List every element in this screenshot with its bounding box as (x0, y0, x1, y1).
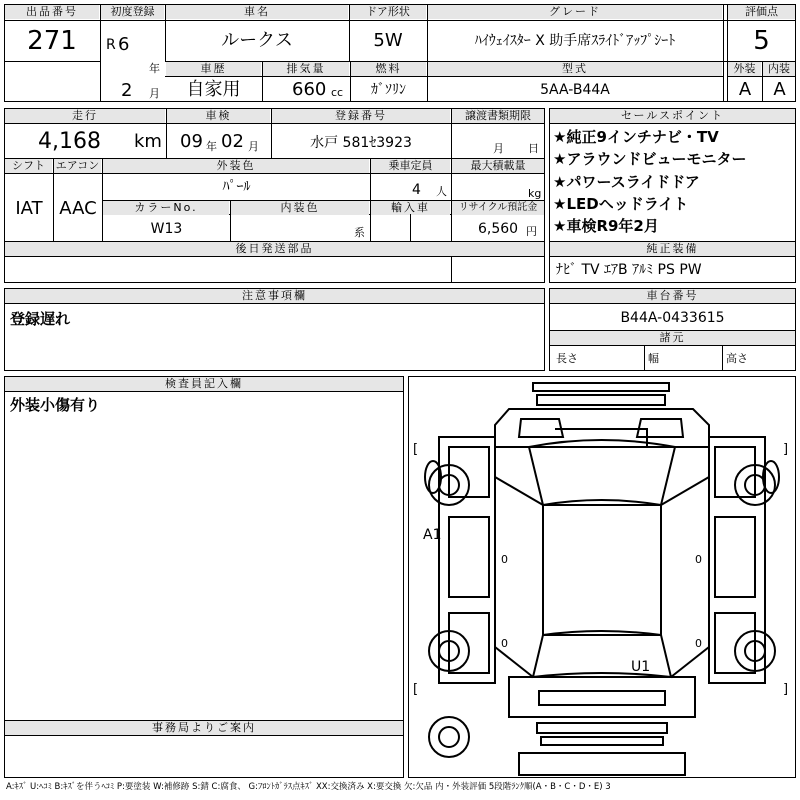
model-label: 型式 (428, 62, 722, 76)
dims-height: 高さ (726, 352, 748, 365)
equipment-label: 純正装備 (550, 242, 795, 256)
history-label: 車歴 (166, 62, 261, 76)
office-label: 事務局よりご案内 (5, 721, 403, 735)
legend-text: A:ｷｽﾞ U:ﾍｺﾐ B:ｷｽﾞを伴うﾍｺﾐ P:要塗装 W:補修跡 S:錆 C:腐食、 G:ﾌﾛﾝﾄｶﾞﾗｽ点ｷｽﾞ XX:交換済み X:要交換 欠:欠品 内・外装評価 5段階ﾗﾝｸ順(A・B・C・D・E) 3 (6, 782, 611, 792)
first-reg-month-unit: 月 (149, 87, 160, 100)
ext-color-label: 外装色 (103, 159, 369, 173)
inspection-year-unit: 年 (206, 140, 217, 153)
displacement-label: 排気量 (263, 62, 349, 76)
recycle-label: リサイクル預託金 (452, 201, 544, 215)
first-reg-year: 6 (118, 34, 130, 55)
notes-value: 登録遅れ (10, 310, 71, 328)
sales-point-2: ★アラウンドビューモニター (553, 150, 747, 168)
shift-label: シフト (5, 159, 52, 173)
mileage-unit: km (134, 131, 162, 152)
first-reg-year-unit: 年 (149, 62, 160, 75)
mileage-label: 走行 (5, 109, 165, 123)
max-load-label: 最大積載量 (452, 159, 544, 173)
capacity-value: 4 (412, 182, 421, 198)
bracket-left-2: [ (413, 682, 419, 697)
door-value: 5W (373, 30, 403, 51)
first-reg-month: 2 (121, 80, 133, 101)
int-color-unit: 系 (354, 226, 365, 239)
sales-point-1: ★純正9インチナビ・TV (553, 128, 719, 146)
recycle-value: 6,560 (478, 221, 519, 237)
mark-a1: A1 (423, 527, 442, 543)
zero-mark-4: 0 (695, 637, 702, 650)
first-reg-label: 初度登録 (101, 5, 164, 19)
score-value: 5 (753, 26, 770, 56)
later-parts-label: 後日発送部品 (5, 242, 544, 256)
capacity-unit: 人 (436, 185, 447, 198)
plate-label: 登録番号 (272, 109, 450, 123)
score-int-value: A (773, 79, 786, 100)
recycle-unit: 円 (526, 225, 537, 238)
import-label: 輸入車 (371, 201, 450, 215)
transfer-day-unit: 日 (528, 142, 539, 155)
zero-mark-1: 0 (501, 553, 508, 566)
capacity-label: 乗車定員 (371, 159, 450, 173)
sales-points-label: セールスポイント (550, 109, 795, 123)
door-label: ドア形状 (350, 5, 426, 19)
zero-mark-2: 0 (501, 637, 508, 650)
color-no-value: W13 (150, 221, 183, 237)
score-int-label: 内装 (763, 62, 795, 76)
ext-color-value: ﾊﾟｰﾙ (222, 179, 251, 195)
inspector-label: 検査員記入欄 (5, 377, 403, 391)
car-name-value: ルークス (221, 30, 293, 51)
history-value: 自家用 (186, 79, 241, 100)
fuel-label: 燃料 (351, 62, 426, 76)
ac-value: AAC (59, 198, 97, 219)
lot-label: 出品番号 (5, 5, 99, 19)
equipment-value: ﾅﾋﾞ TV ｴｱB ｱﾙﾐ PS PW (556, 262, 702, 278)
transfer-month-unit: 月 (493, 142, 504, 155)
zero-mark-3: 0 (695, 553, 702, 566)
dims-label: 諸元 (550, 331, 795, 345)
color-no-label: カラーNo. (103, 201, 229, 215)
mileage-value: 4,168 (38, 129, 101, 154)
ac-label: エアコン (55, 159, 100, 172)
score-ext-label: 外装 (728, 62, 761, 76)
car-name-label: 車名 (166, 5, 348, 19)
mark-u1: U1 (631, 659, 651, 675)
sales-point-3: ★パワースライドドア (553, 173, 700, 191)
inspection-month: 02 (221, 131, 244, 152)
sales-point-4: ★LEDヘッドライト (553, 195, 689, 213)
lot-value: 271 (27, 26, 77, 56)
model-value: 5AA-B44A (540, 82, 610, 98)
bracket-left-1: [ (413, 442, 419, 457)
car-diagram (409, 377, 795, 777)
grade-value: ﾊｲｳｪｲｽﾀｰ X 助手席ｽﾗｲﾄﾞｱｯﾌﾟｼｰﾄ (474, 33, 676, 49)
inspection-label: 車検 (167, 109, 270, 123)
inspector-value: 外装小傷有り (10, 396, 101, 414)
chassis-label: 車台番号 (550, 289, 795, 303)
first-reg-era: R (106, 37, 116, 53)
sales-point-5: ★車検R9年2月 (553, 217, 659, 235)
plate-value: 水戸 581ｾ3923 (310, 135, 412, 151)
score-label: 評価点 (728, 5, 795, 19)
bracket-right-2: ] (783, 682, 789, 697)
bracket-right-1: ] (783, 442, 789, 457)
max-load-unit: kg (528, 187, 542, 200)
car-diagram-frame (408, 376, 796, 778)
shift-value: IAT (15, 198, 43, 219)
grade-label: グレード (428, 5, 722, 19)
fuel-value: ｶﾞｿﾘﾝ (371, 82, 406, 98)
dims-width: 幅 (648, 352, 659, 365)
dims-length: 長さ (556, 352, 578, 365)
inspection-year: 09 (180, 131, 203, 152)
displacement-value: 660 (292, 79, 327, 100)
inspection-month-unit: 月 (248, 140, 259, 153)
score-ext-value: A (738, 79, 752, 100)
notes-label: 注意事項欄 (5, 289, 544, 303)
displacement-unit: cc (331, 86, 344, 99)
transfer-label: 譲渡書類期限 (452, 109, 544, 123)
chassis-value: B44A-0433615 (620, 310, 725, 326)
int-color-label: 内装色 (231, 201, 369, 215)
inspector-frame (4, 376, 404, 778)
